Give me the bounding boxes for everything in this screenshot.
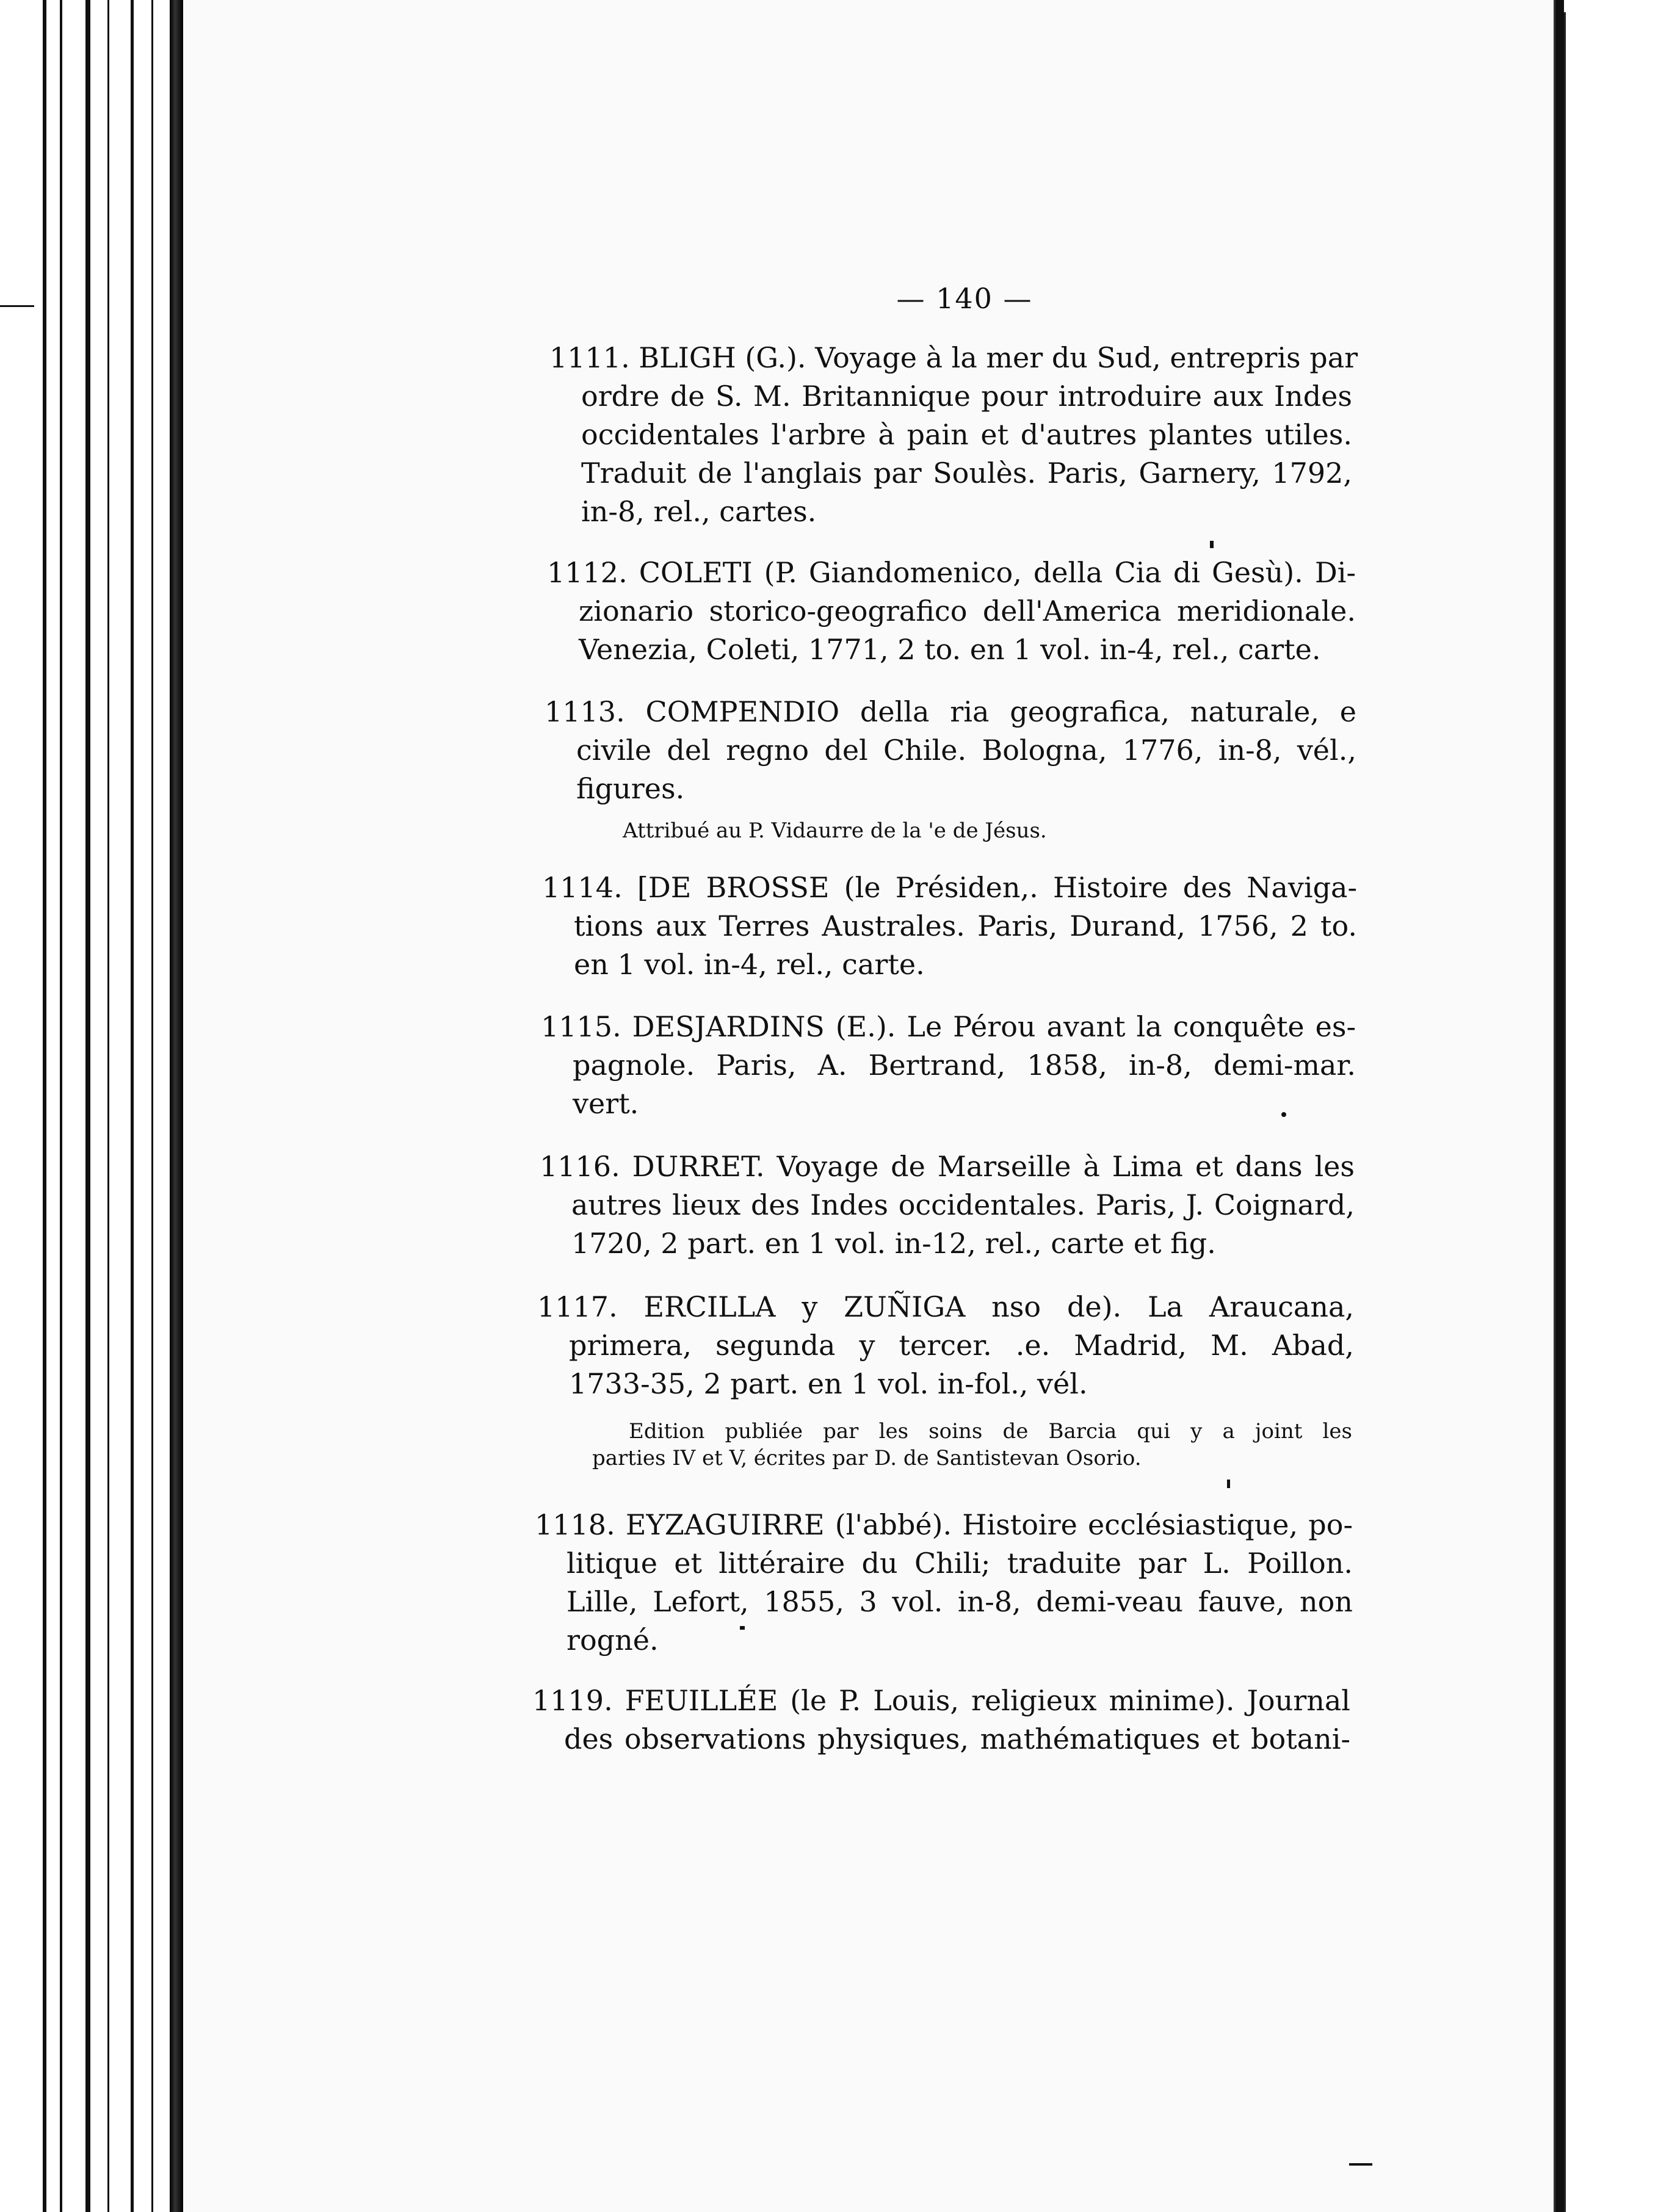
leaf-edge-line bbox=[131, 0, 134, 2212]
scan-speck bbox=[0, 305, 34, 307]
entry-line: primera, segunda y tercer. .e. Madrid, M. Abad, bbox=[569, 1329, 1354, 1362]
entry-line: litique et littéraire du Chili; traduite par L. Poillon. bbox=[567, 1547, 1353, 1580]
next-page-leaf bbox=[1564, 12, 1658, 2212]
entry-line: 1733-35, 2 part. en 1 vol. in-fol., vél. bbox=[569, 1367, 1088, 1400]
entry-line: 1117. ERCILLA y ZUÑIGA nso de). La Araucana, bbox=[537, 1290, 1354, 1323]
entry-line: 1111. BLIGH (G.). Voyage à la mer du Sud, entrepris par bbox=[549, 341, 1358, 374]
catalogue-entry-1116 bbox=[540, 1148, 1355, 1263]
book-spine-edges bbox=[0, 0, 183, 2212]
leaf-edge-line bbox=[60, 0, 62, 2212]
entry-line: ordre de S. M. Britannique pour introduire aux Indes bbox=[581, 380, 1352, 413]
entry-line: Venezia, Coleti, 1771, 2 to. en 1 vol. in-4, rel., carte. bbox=[579, 633, 1321, 666]
entry-line: tions aux Terres Australes. Paris, Durand, 1756, 2 to. bbox=[574, 909, 1357, 942]
catalogue-entry-1111 bbox=[549, 339, 1358, 531]
entry-line: 1119. FEUILLÉE (le P. Louis, religieux minime). Journal bbox=[532, 1684, 1350, 1717]
entry-line: pagnole. Paris, A. Bertrand, 1858, in-8, demi-mar. bbox=[573, 1049, 1356, 1082]
catalogue-entry-1114 bbox=[542, 869, 1357, 984]
entry-line: 1720, 2 part. en 1 vol. in-12, rel., carte et fig. bbox=[571, 1227, 1216, 1260]
page-gutter-shadow bbox=[170, 0, 183, 2212]
entry-line: 1118. EYZAGUIRRE (l'abbé). Histoire ecclésiastique, po- bbox=[535, 1508, 1353, 1541]
entry-line: 1113. COMPENDIO della ria geografica, naturale, e bbox=[545, 695, 1356, 728]
entry-line: autres lieux des Indes occidentales. Paris, J. Coignard, bbox=[571, 1188, 1355, 1221]
entry-line: en 1 vol. in-4, rel., carte. bbox=[574, 948, 925, 981]
right-page-edge bbox=[1555, 0, 1564, 2212]
entry-note-1117 bbox=[592, 1418, 1352, 1472]
entry-line: des observations physiques, mathématiques et botani- bbox=[564, 1722, 1350, 1755]
page-number: — 140 — bbox=[896, 282, 1033, 315]
entry-line: vert. bbox=[573, 1087, 639, 1120]
scan-speck bbox=[1349, 2163, 1372, 2166]
catalogue-entry-1112 bbox=[547, 554, 1356, 669]
scan-speck bbox=[1227, 1480, 1230, 1488]
entry-line: 1112. COLETI (P. Giandomenico, della Cia di Gesù). Di- bbox=[547, 556, 1356, 589]
entry-line: civile del regno del Chile. Bologna, 1776, in-8, vél., bbox=[576, 734, 1356, 767]
note-line: parties IV et V, écrites par D. de Santistevan Osorio. bbox=[592, 1446, 1142, 1470]
entry-line: 1115. DESJARDINS (E.). Le Pérou avant la conquête es- bbox=[541, 1010, 1356, 1043]
entry-note-1113 bbox=[623, 817, 1160, 844]
catalogue-entry-1113 bbox=[545, 693, 1356, 808]
entry-line: 1116. DURRET. Voyage de Marseille à Lima et dans les bbox=[540, 1150, 1355, 1183]
note-line: Edition publiée par les soins de Barcia qui y a joint les bbox=[629, 1419, 1352, 1444]
entry-line: zionario storico-geografico dell'America meridionale. bbox=[579, 595, 1356, 627]
entry-line: Traduit de l'anglais par Soulès. Paris, Garnery, 1792, bbox=[581, 457, 1352, 490]
leaf-edge-line bbox=[107, 0, 109, 2212]
entry-line: figures. bbox=[576, 772, 685, 805]
entry-line: Lille, Lefort, 1855, 3 vol. in-8, demi-veau fauve, non bbox=[567, 1585, 1353, 1618]
note-line: Attribué au P. Vidaurre de la 'e de Jésus. bbox=[623, 819, 1047, 843]
leaf-edge-line bbox=[43, 0, 46, 2212]
leaf-edge-line bbox=[85, 0, 90, 2212]
entry-line: occidentales l'arbre à pain et d'autres plantes utiles. bbox=[581, 418, 1352, 451]
catalogue-entry-1118 bbox=[535, 1506, 1353, 1660]
catalogue-entry-1119 bbox=[532, 1682, 1350, 1758]
catalogue-entry-1115 bbox=[541, 1008, 1356, 1123]
entry-line: 1114. [DE BROSSE (le Présiden,. Histoire des Naviga- bbox=[542, 871, 1357, 904]
entry-line: in-8, rel., cartes. bbox=[581, 495, 817, 528]
leaf-edge-line bbox=[151, 0, 153, 2212]
scan-speck bbox=[1210, 541, 1214, 548]
catalogue-entry-1117 bbox=[537, 1288, 1354, 1403]
entry-line: rogné. bbox=[567, 1624, 659, 1657]
